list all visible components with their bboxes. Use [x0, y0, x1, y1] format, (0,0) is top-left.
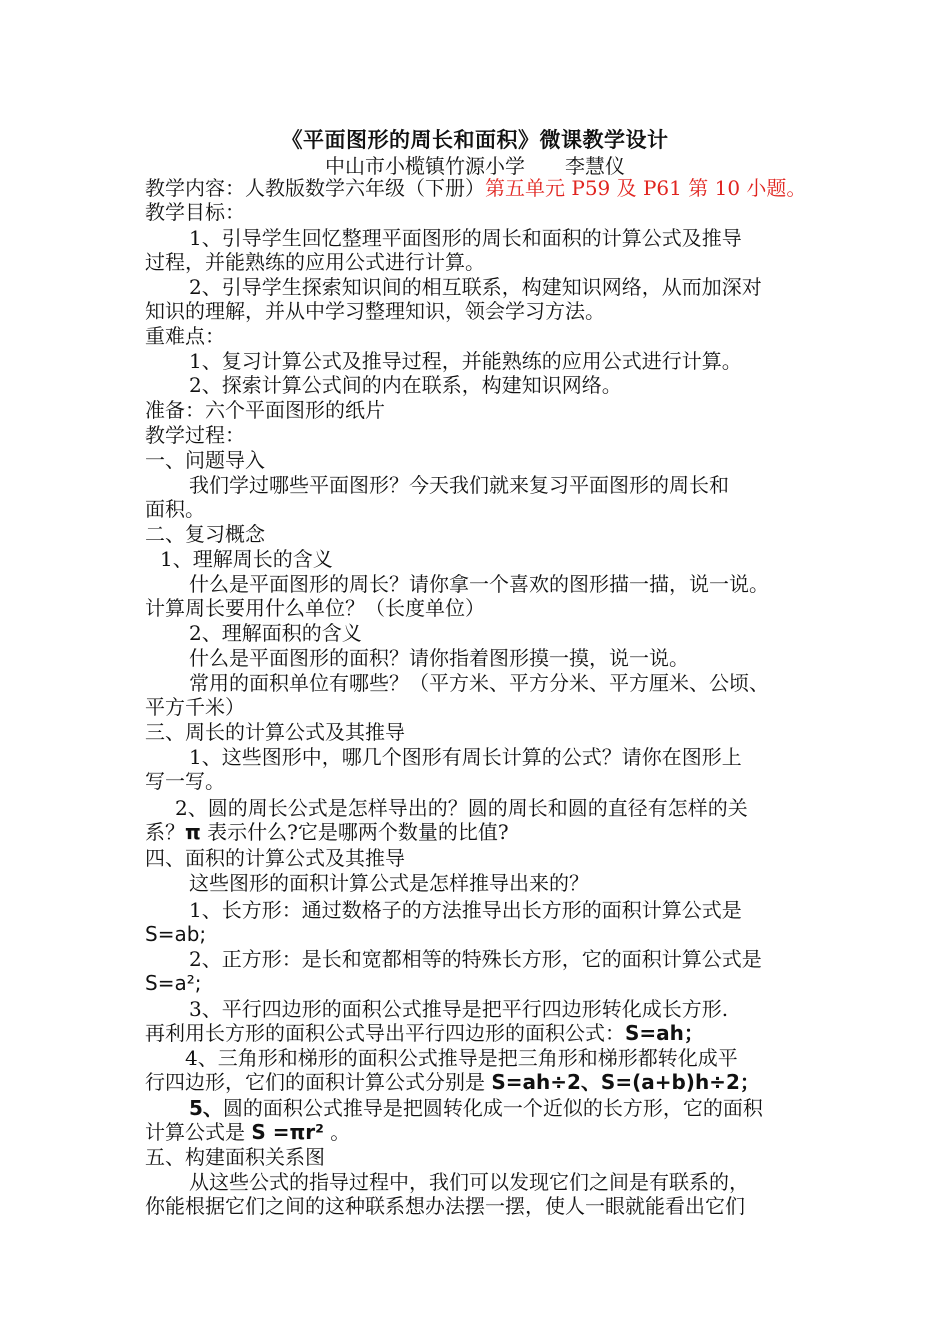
- goals-heading: 教学目标：: [145, 200, 245, 224]
- section-2-para-1-line-2: 计算周长要用什么单位？（长度单位）: [145, 596, 485, 620]
- document-title: 《平面图形的周长和面积》微课教学设计: [281, 128, 669, 152]
- goal-1-line-2: 过程，并能熟练的应用公式进行计算。: [145, 250, 485, 274]
- parallelogram-formula: S=ah；: [625, 1021, 704, 1045]
- section-1-para-line-1: 我们学过哪些平面图形？今天我们就来复习平面图形的周长和: [189, 473, 729, 497]
- goal-2-line-2: 知识的理解，并从中学习整理知识，领会学习方法。: [145, 299, 605, 323]
- section-4-item-3-text: 再利用长方形的面积公式导出平行四边形的面积公式：: [145, 1021, 625, 1045]
- content-text: 人教版数学六年级（下册）: [245, 176, 485, 200]
- section-2-heading: 二、复习概念: [145, 522, 265, 546]
- section-3-item-2-line-1: 2、圆的周长公式是怎样导出的？圆的周长和圆的直径有怎样的关: [175, 796, 748, 820]
- section-4-item-1-line-1: 1、长方形：通过数格子的方法推导出长方形的面积计算公式是: [189, 898, 742, 922]
- section-5-heading: 五、构建面积关系图: [145, 1145, 325, 1169]
- content-highlight: 第五单元 P59 及 P61 第 10 小题。: [485, 176, 807, 200]
- school-name: 中山市小榄镇竹源小学: [325, 154, 525, 178]
- section-3-item-2-text: 系？: [145, 820, 185, 844]
- goal-2-line-1: 2、引导学生探索知识间的相互联系，构建知识网络，从而加深对: [189, 275, 762, 299]
- section-3-heading: 三、周长的计算公式及其推导: [145, 720, 405, 744]
- section-3-item-1-line-2: 写一写。: [145, 769, 225, 793]
- section-5-para-line-1: 从这些公式的指导过程中，我们可以发现它们之间是有联系的，: [189, 1170, 749, 1194]
- section-4-item-5-text-2: 计算公式是: [145, 1120, 252, 1144]
- triangle-trapezoid-formula: S=ah÷2、S=(a+b)h÷2；: [491, 1070, 760, 1094]
- key-points-heading: 重难点：: [145, 324, 225, 348]
- section-5-para-line-2: 你能根据它们之间的这种联系想办法摆一摆，使人一眼就能看出它们: [145, 1194, 745, 1218]
- circle-area-formula: S =πr²: [251, 1120, 324, 1144]
- section-2-para-1-line-1: 什么是平面图形的周长？请你拿一个喜欢的图形描一描，说一说。: [189, 572, 769, 596]
- section-4-item-3-line-2: [145, 1021, 704, 1045]
- section-4-item-2-line-1: 2、正方形：是长和宽都相等的特殊长方形，它的面积计算公式是: [189, 947, 762, 971]
- section-2-sub-1: 1、理解周长的含义: [160, 547, 333, 571]
- section-2-para-2: 什么是平面图形的面积？请你指着图形摸一摸，说一说。: [189, 646, 689, 670]
- section-4-item-4-line-1: 4、三角形和梯形的面积公式推导是把三角形和梯形都转化成平: [185, 1046, 738, 1070]
- section-1-heading: 一、问题导入: [145, 448, 265, 472]
- goal-1-line-1: 1、引导学生回忆整理平面图形的周长和面积的计算公式及推导: [189, 226, 742, 250]
- section-4-item-5-end: 。: [323, 1120, 351, 1144]
- section-2-para-3-line-1: 常用的面积单位有哪些？（平方米、平方分米、平方厘米、公顷、: [189, 671, 769, 695]
- section-4-item-3-line-1: 3、平行四边形的面积公式推导是把平行四边形转化成长方形.: [189, 997, 729, 1021]
- pi-symbol: π: [185, 820, 201, 844]
- key-point-2: 2、探索计算公式间的内在联系，构建知识网络。: [189, 373, 622, 397]
- author-line: [0, 150, 950, 179]
- section-4-intro: 这些图形的面积计算公式是怎样推导出来的？: [189, 871, 589, 895]
- section-3-item-2-text-end: 表示什么?它是哪两个数量的比值?: [200, 820, 509, 844]
- item-5-number: 5、: [189, 1096, 223, 1120]
- section-4-item-4-text: 行四边形，它们的面积计算公式分别是: [145, 1070, 492, 1094]
- section-3-item-1-line-1: 1、这些图形中，哪几个图形有周长计算的公式？请你在图形上: [189, 745, 742, 769]
- section-4-item-5-line-1: [189, 1096, 763, 1120]
- process-heading: 教学过程：: [145, 423, 245, 447]
- key-point-1: 1、复习计算公式及推导过程，并能熟练的应用公式进行计算。: [189, 349, 742, 373]
- section-4-item-4-line-2: [145, 1070, 760, 1094]
- teaching-content: [145, 176, 806, 200]
- section-1-para-line-2: 面积。: [145, 497, 205, 521]
- section-2-para-3-line-2: 平方千米）: [145, 695, 245, 719]
- section-4-item-2-formula: S=a²;: [145, 971, 202, 995]
- section-4-item-1-formula: S=ab;: [145, 922, 207, 946]
- section-4-heading: 四、面积的计算公式及其推导: [145, 846, 405, 870]
- section-4-item-5-text: 圆的面积公式推导是把圆转化成一个近似的长方形，它的面积: [222, 1096, 763, 1120]
- section-2-sub-2: 2、理解面积的含义: [189, 621, 362, 645]
- preparation: 准备：六个平面图形的纸片: [145, 398, 385, 422]
- author-name: 李慧仪: [565, 154, 625, 178]
- section-4-item-5-line-2: [145, 1120, 350, 1144]
- section-3-item-2-line-2: [145, 820, 509, 844]
- content-label: 教学内容：: [145, 176, 245, 200]
